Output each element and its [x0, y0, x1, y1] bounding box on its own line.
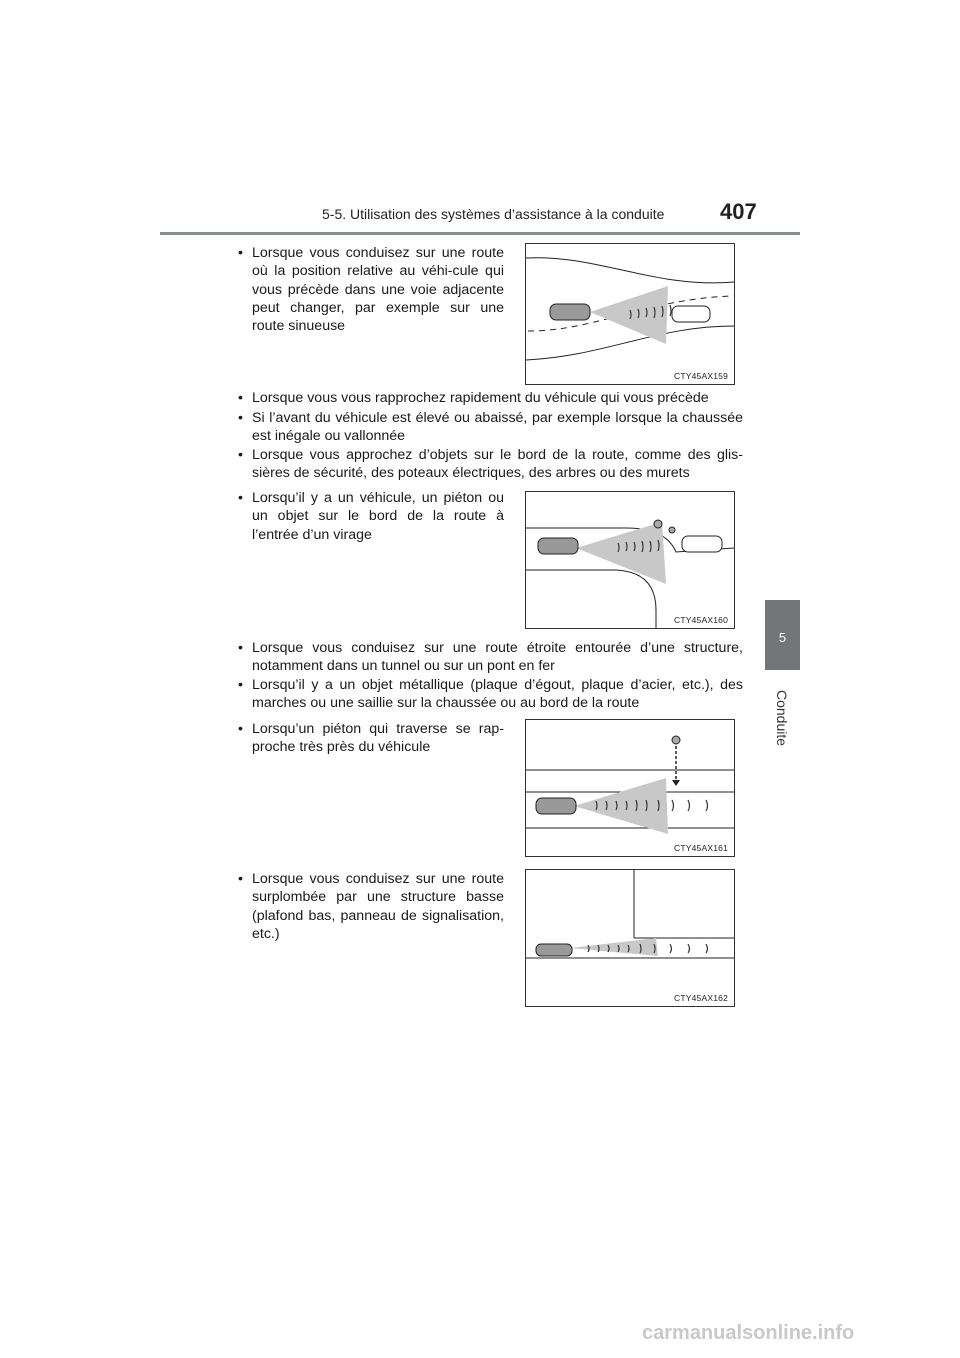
list-item-text: Si l’avant du véhicule est élevé ou abaissé, par exemple lorsque la chaussée est inégale ou vallonnée [252, 410, 743, 445]
page-number: 407 [720, 199, 757, 224]
list-item [238, 720, 504, 757]
figure-winding-road [525, 243, 735, 385]
bullet: • [238, 871, 243, 887]
bullet: • [238, 640, 243, 656]
list-item-text: Lorsque vous conduisez sur une route où la position relative au véhi-cule qui vous précède dans une voie adjacente peut changer, par exemple sur une route sinueuse [252, 245, 504, 335]
bullet: • [238, 490, 243, 506]
section-title: 5-5. Utilisation des systèmes d’assistance à la conduite [322, 206, 665, 222]
low-structure-illustration [526, 870, 734, 1006]
bullet: • [238, 677, 243, 693]
figure-code: CTY45AX159 [674, 371, 728, 381]
figure-low-structure [525, 869, 735, 1007]
watermark: carmanualsonline.info [642, 1322, 855, 1344]
list-item-text: Lorsque vous approchez d’objets sur le bord de la route, comme des glis-sières de sécurité, des poteaux électriques, des arbres ou des murets [252, 447, 743, 482]
list-item [238, 639, 743, 676]
winding-road-illustration [526, 244, 734, 384]
chapter-label: Conduite [774, 689, 790, 747]
list-item-text: Lorsque vous vous rapprochez rapidement du véhicule qui vous précède [252, 390, 709, 406]
list-item-text: Lorsque vous conduisez sur une route étroite entourée d’une structure, notamment dans un tunnel ou sur un pont en fer [252, 640, 743, 675]
bullet: • [238, 245, 243, 261]
list-item-text: Lorsqu’un piéton qui traverse se rap-proche très près du véhicule [252, 721, 504, 756]
list-item-text: Lorsqu’il y a un véhicule, un piéton ou un objet sur le bord de la route à l’entrée d’un virage [252, 490, 504, 543]
list-item [238, 244, 504, 335]
list-item [238, 389, 743, 407]
bullet: • [238, 390, 243, 406]
list-item [238, 409, 743, 446]
figure-code: CTY45AX160 [674, 615, 728, 625]
list-item [238, 489, 504, 544]
list-item [238, 870, 504, 943]
bullet: • [238, 410, 243, 426]
figure-crossing-pedestrian [525, 719, 735, 857]
list-item-text: Lorsque vous conduisez sur une route surplombée par une structure basse (plafond bas, panneau de signalisation, etc.) [252, 871, 504, 942]
header-divider [160, 232, 800, 235]
curve-entrance-illustration [526, 492, 734, 628]
figure-code: CTY45AX162 [674, 993, 728, 1003]
figure-code: CTY45AX161 [674, 843, 728, 853]
list-item [238, 676, 743, 713]
figure-curve-entrance [525, 491, 735, 629]
bullet: • [238, 447, 243, 463]
list-item-text: Lorsqu’il y a un objet métallique (plaque d’égout, plaque d’acier, etc.), des marches ou une saillie sur la chaussée ou au bord de la route [252, 677, 743, 712]
bullet: • [238, 721, 243, 737]
chapter-number: 5 [778, 630, 787, 645]
crossing-pedestrian-illustration [526, 720, 734, 856]
list-item [238, 446, 743, 483]
